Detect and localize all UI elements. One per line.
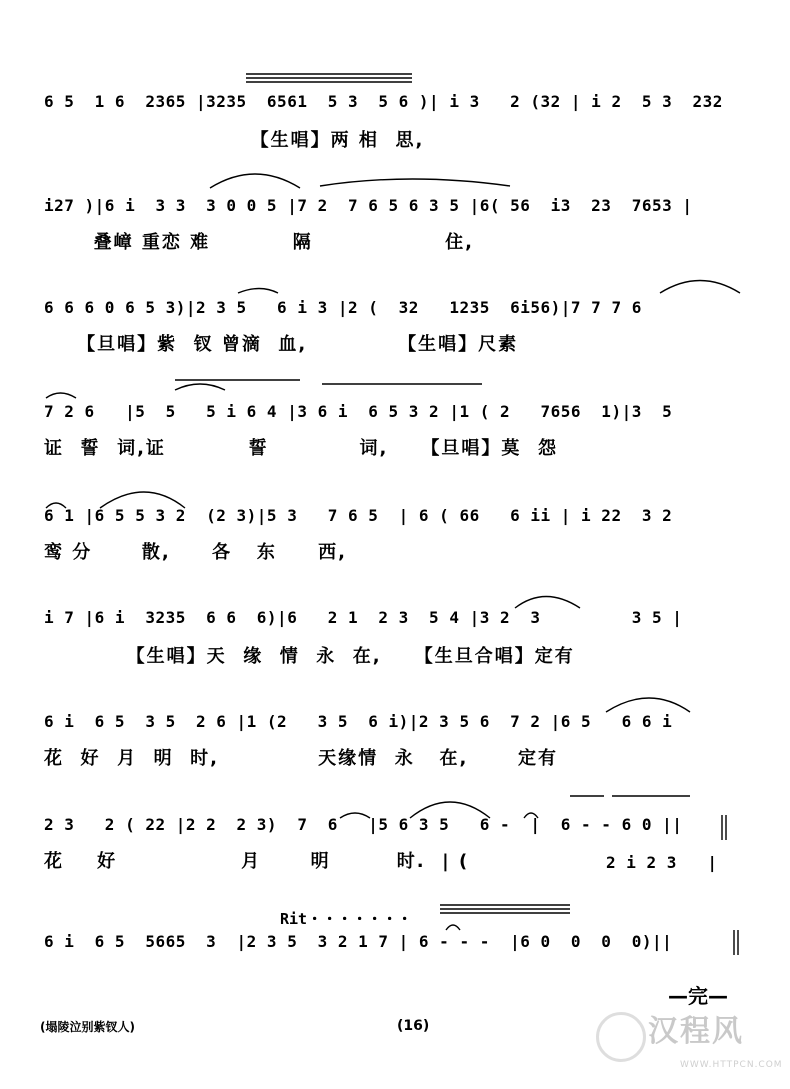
notes-line: 7 2 6 |5 5 5 i 6 4 |3 6 i 6 5 3 2 |1 ( 2 7656 1)|3 5 — [44, 402, 673, 421]
watermark-url: WWW.HTTPCN.COM — [680, 1060, 783, 1070]
notes-line: 2 3 2 ( 22 |2 2 2 3) 7 6 |5 6 3 5 6 - | 6 - - 6 0 || — [44, 815, 683, 834]
lyrics-line: 【生唱】天 缘 情 永 在, 【生旦合唱】定有 — [44, 646, 575, 667]
lyrics-line: 鸾 分 散, 各 东 西, — [44, 542, 348, 563]
lyrics-line: 【旦唱】紫 钗 曾滴 血, 【生唱】尺素 — [44, 334, 519, 355]
notes-line: i27 )|6 i 3 3 3 0 0 5 |7 2 7 6 5 6 3 5 |6( 56 i3 23 7653 | — [44, 196, 693, 215]
notes-line: 6 5 1 6 2365 |3235 6561 5 3 5 6 )| i 3 2 (32 | i 2 5 3 232 — [44, 92, 723, 111]
lyrics-line: 花 好 月 明 时. | ( — [44, 851, 470, 872]
page-number: (16) — [397, 1018, 430, 1034]
lyrics-line: 证 誓 词,证 誓 词, 【旦唱】莫 怨 — [44, 438, 558, 459]
footer-title: (塌陵泣别紫钗人) — [40, 1020, 135, 1034]
notes-line: 6 6 6 0 6 5 3)|2 3 5 6 i 3 |2 ( 32 1235 6i56)|7 7 7 6 — [44, 298, 642, 317]
ritardando-mark: Rit・・・・・・・ — [280, 910, 413, 928]
notes-line: i 7 |6 i 3235 6 6 6)|6 2 1 2 3 5 4 |3 2 3 3 5 | — [44, 608, 683, 627]
lyrics-line: 叠嶂 重恋 难 隔 住, — [44, 232, 474, 253]
lyrics-line: 花 好 月 明 时, 天缘情 永 在, 定有 — [44, 748, 558, 769]
lyrics-line: 【生唱】两 相 思, — [44, 130, 425, 151]
notes-line: 6 i 6 5 5665 3 |2 3 5 3 2 1 7 | 6 - - - |6 0 0 0 0)|| — [44, 932, 673, 951]
watermark-logo-icon — [596, 1012, 646, 1062]
accompaniment-notes: 2 i 2 3 | — [606, 853, 718, 872]
ending-mark: —完— — [668, 984, 728, 1008]
notes-line: 6 i 6 5 3 5 2 6 |1 (2 3 5 6 i)|2 3 5 6 7 2 |6 5 6 6 i — [44, 712, 673, 731]
notes-line: 6 1 |6 5 5 3 2 (2 3)|5 3 7 6 5 | 6 ( 66 6 ii | i 22 3 2 — [44, 506, 673, 525]
watermark-brand: 汉程风 — [648, 1014, 744, 1049]
